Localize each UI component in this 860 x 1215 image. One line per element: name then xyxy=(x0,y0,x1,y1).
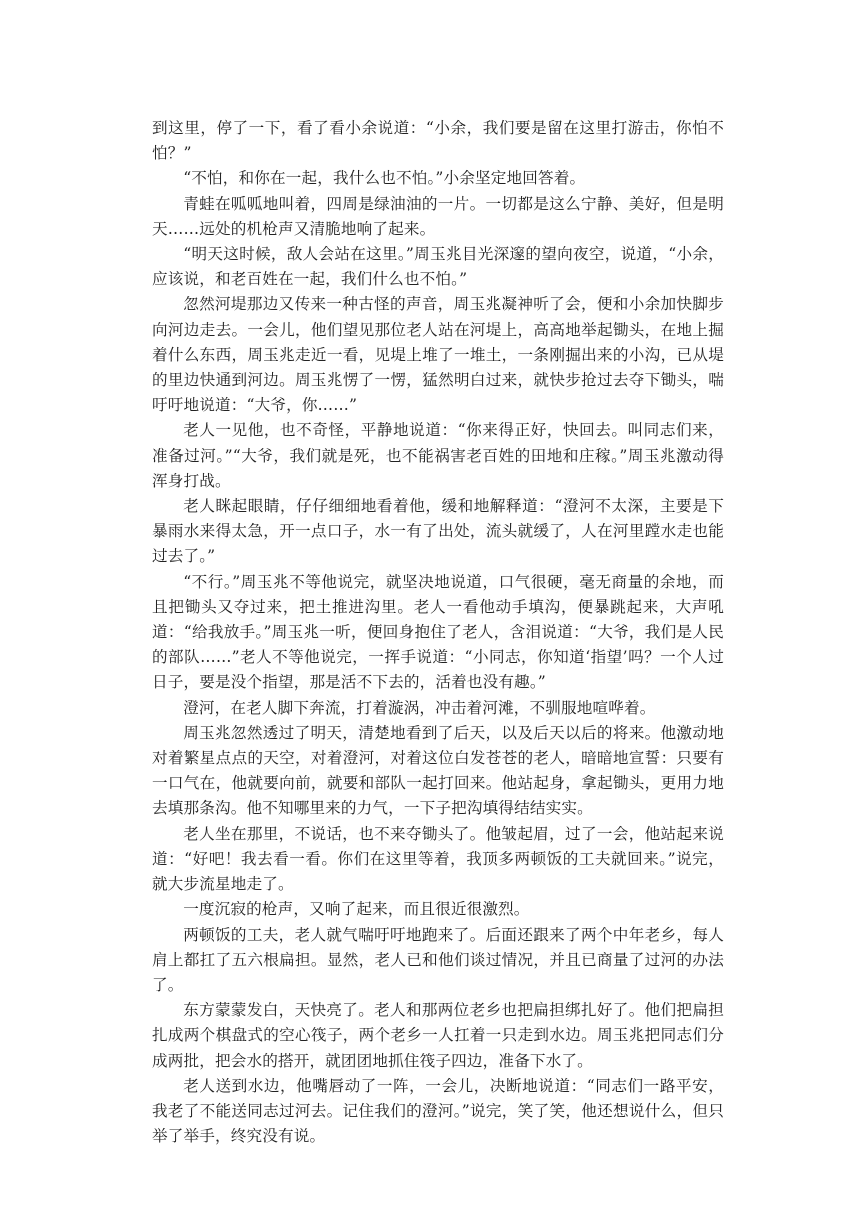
paragraph: 两顿饭的工夫，老人就气喘吁吁地跑来了。后面还跟来了两个中年老乡，每人肩上都扛了五六根扁担。显然，老人已和他们谈过情况，并且已商量了过河的办法了。 xyxy=(152,925,724,994)
paragraph: 老人眯起眼睛，仔仔细细地看着他，缓和地解释道：“澄河不太深，主要是下暴雨水来得太急，开一点口子，水一有了出处，流头就缓了，人在河里蹚水走也能过去了。” xyxy=(152,497,724,566)
paragraph: 澄河，在老人脚下奔流，打着漩涡，冲击着河滩，不驯服地喧哗着。 xyxy=(183,698,656,717)
paragraph: 东方蒙蒙发白，天快亮了。老人和那两位老乡也把扁担绑扎好了。他们把扁担扎成两个棋盘式的空心筏子，两个老乡一人扛着一只走到水边。周玉兆把同志们分成两批，把会水的搭开，就团团地抓住筏子四边，准备下水了。 xyxy=(152,1001,724,1070)
paragraph: 老人一见他，也不奇怪，平静地说道：“你来得正好，快回去。叫同志们来，准备过河。”“大爷，我们就是死，也不能祸害老百姓的田地和庄稼。”周玉兆激动得浑身打战。 xyxy=(152,421,724,490)
paragraph: 老人送到水边，他嘴唇动了一阵，一会儿，决断地说道：“同志们一路平安，我老了不能送同志过河去。记住我们的澄河。”说完，笑了笑，他还想说什么，但只举了举手，终究没有说。 xyxy=(152,1076,724,1146)
paragraph: 周玉兆忽然透过了明天，清楚地看到了后天，以及后天以后的将来。他激动地对着繁星点点的天空，对着澄河，对着这位白发苍苍的老人，暗暗地宣誓：只要有一口气在，他就要向前，就要和部队一起打回来。他站起身，拿起锄头，更用力地去填那条沟。他不知哪里来的力气，一下子把沟填得结结实实。 xyxy=(152,723,724,818)
paragraph: 忽然河堤那边又传来一种古怪的声音，周玉兆凝神听了会，便和小余加快脚步向河边走去。一会儿，他们望见那位老人站在河堤上，高高地举起锄头，在地上掘着什么东西，周玉兆走近一看，见堤上堆了一堆土，一条刚掘出来的小沟，已从堤的里边快通到河边。周玉兆愣了一愣，猛然明白过来，就快步抢过去夺下锄头，喘吁吁地说道：“大爷，你……” xyxy=(152,295,724,415)
paragraph: 到这里，停了一下，看了看小余说道：“小余，我们要是留在这里打游击，你怕不怕？” xyxy=(152,119,724,163)
paragraph: “不行。”周玉兆不等他说完，就坚决地说道，口气很硬，毫无商量的余地，而且把锄头又夺过来，把土推进沟里。老人一看他动手填沟，便暴跳起来，大声吼道：“给我放手。”周玉兆一听，便回身抱住了老人，含泪说道：“大爷，我们是人民的部队……”老人不等他说完，一挥手说道：“小同志，你知道‘指望’吗？一个人过日子，要是没个指望，那是活不下去的，活着也没有趣。” xyxy=(152,572,724,692)
paragraph: “不怕，和你在一起，我什么也不怕。”小余坚定地回答着。 xyxy=(183,169,586,188)
paragraph: 老人坐在那里，不说话，也不来夺锄头了。他皱起眉，过了一会，他站起来说道：“好吧！我去看一看。你们在这里等着，我顶多两顿饭的工夫就回来。”说完，就大步流星地走了。 xyxy=(152,824,724,894)
paragraph: 青蛙在呱呱地叫着，四周是绿油油的一片。一切都是这么宁静、美好，但是明天……远处的机枪声又清脆地响了起来。 xyxy=(152,194,724,238)
story-body xyxy=(152,116,724,1149)
paragraph: 一度沉寂的枪声，又响了起来，而且很近很激烈。 xyxy=(183,900,530,919)
paragraph: “明天这时候，敌人会站在这里。”周玉兆目光深邃的望向夜空，说道，“小余，应该说，和老百姓在一起，我们什么也不怕。” xyxy=(152,245,724,289)
